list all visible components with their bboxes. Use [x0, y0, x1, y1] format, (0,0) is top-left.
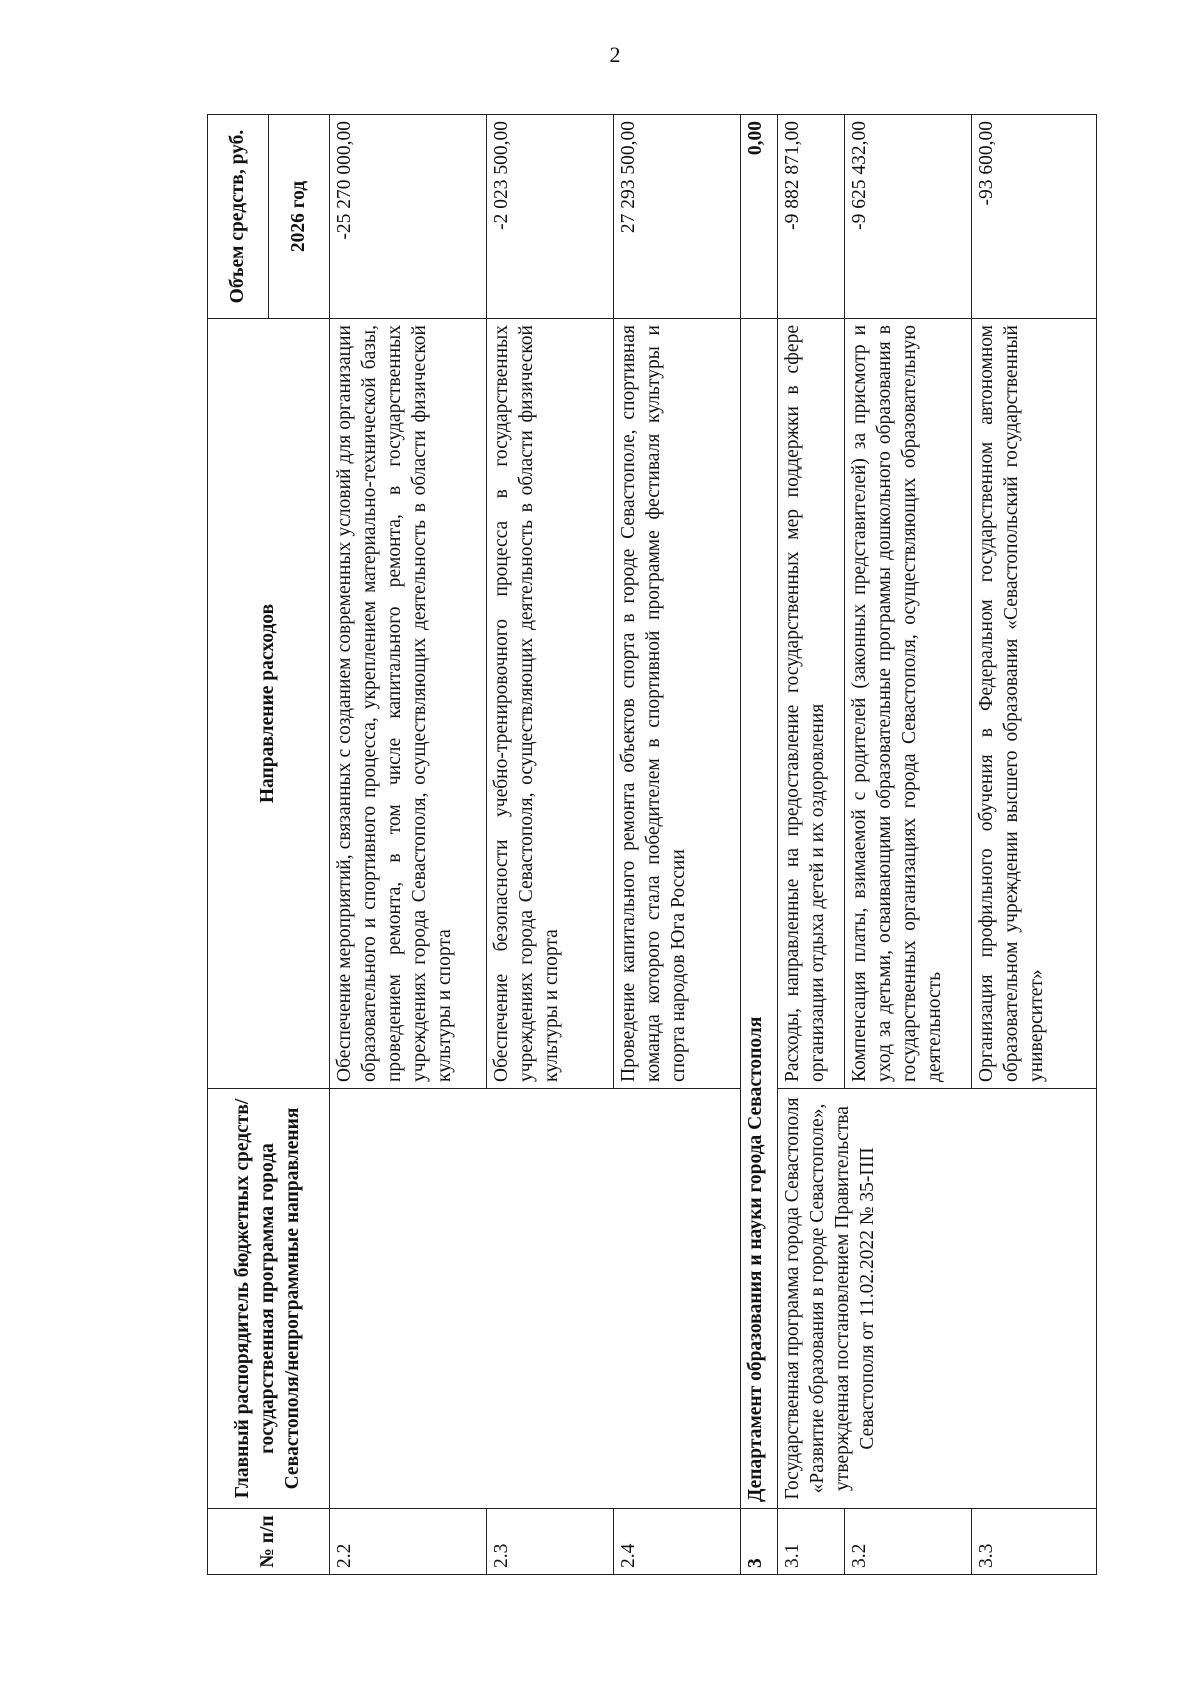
row-sum: -93 600,00 [972, 115, 1097, 319]
table-row [614, 115, 741, 1575]
page-number: 2 [609, 42, 621, 67]
row-sum: -2 023 500,00 [487, 115, 614, 319]
rotated-table-frame [207, 115, 1087, 1575]
row-direction: Проведение капитального ремонта объектов спорта в городе Севастополе, спортивная команда которого стала победителем в спортивной программе фестиваля культуры и спорта народов Юга России [614, 319, 741, 1089]
table-row [778, 115, 845, 1575]
row-main: Государственная программа города Севастополя «Развитие образования в городе Севастополе», утвержденная постановлением Правительства Севастополя от 11.02.2022 № 35-ПП [778, 1089, 1097, 1509]
row-num: 3 [741, 1509, 778, 1575]
row-main [330, 1089, 487, 1509]
table-row-section [741, 115, 778, 1575]
row-main [487, 1089, 614, 1509]
row-sum: -25 270 000,00 [330, 115, 487, 319]
row-num: 2.4 [614, 1509, 741, 1575]
row-sum: -9 625 432,00 [845, 115, 972, 319]
row-direction: Обеспечение безопасности учебно-тренировочного процесса в государственных учреждениях города Севастополя, осуществляющих деятельность в области физической культуры и спорта [487, 319, 614, 1089]
row-sum: 27 293 500,00 [614, 115, 741, 319]
budget-table [207, 114, 1097, 1575]
table-header-row [208, 115, 269, 1575]
row-num: 3.2 [845, 1509, 972, 1575]
row-main [614, 1089, 741, 1509]
header-year: 2026 год [269, 115, 330, 319]
row-num: 3.1 [778, 1509, 845, 1575]
row-sum: -9 882 871,00 [778, 115, 845, 319]
row-direction: Компенсация платы, взимаемой с родителей (законных представителей) за присмотр и уход за детьми, осваивающими образовательные программы дошкольного образования в государственных организациях города Севастополя, осуществляющих образовательную деятельность [845, 319, 972, 1089]
table-row [487, 115, 614, 1575]
row-num: 2.3 [487, 1509, 614, 1575]
header-num: № п/п [208, 1509, 330, 1575]
row-num: 2.2 [330, 1509, 487, 1575]
header-direction: Направление расходов [208, 319, 330, 1089]
row-direction: Расходы, направленные на предоставление государственных мер поддержки в сфере организации отдыха детей и их оздоровления [778, 319, 845, 1089]
row-main: Департамент образования и науки города Севастополя [741, 319, 778, 1509]
header-main: Главный распорядитель бюджетных средств/государственная программа города Севастополя/непрограммные направления [208, 1089, 330, 1509]
table-row [330, 115, 487, 1575]
header-volume: Объем средств, руб. [208, 115, 269, 319]
row-sum: 0,00 [741, 115, 778, 319]
row-direction: Организация профильного обучения в Федеральном государственном автономном образовательном учреждении высшего образования «Севастопольский государственный университет» [972, 319, 1097, 1089]
row-num: 3.3 [972, 1509, 1097, 1575]
row-direction: Обеспечение мероприятий, связанных с созданием современных условий для организации образовательного и спортивного процесса, укреплением материально-технической базы, проведением ремонта, в том числе капитального ремонта, в государственных учреждениях города Севастополя, осуществляющих деятельность в области физической культуры и спорта [330, 319, 487, 1089]
